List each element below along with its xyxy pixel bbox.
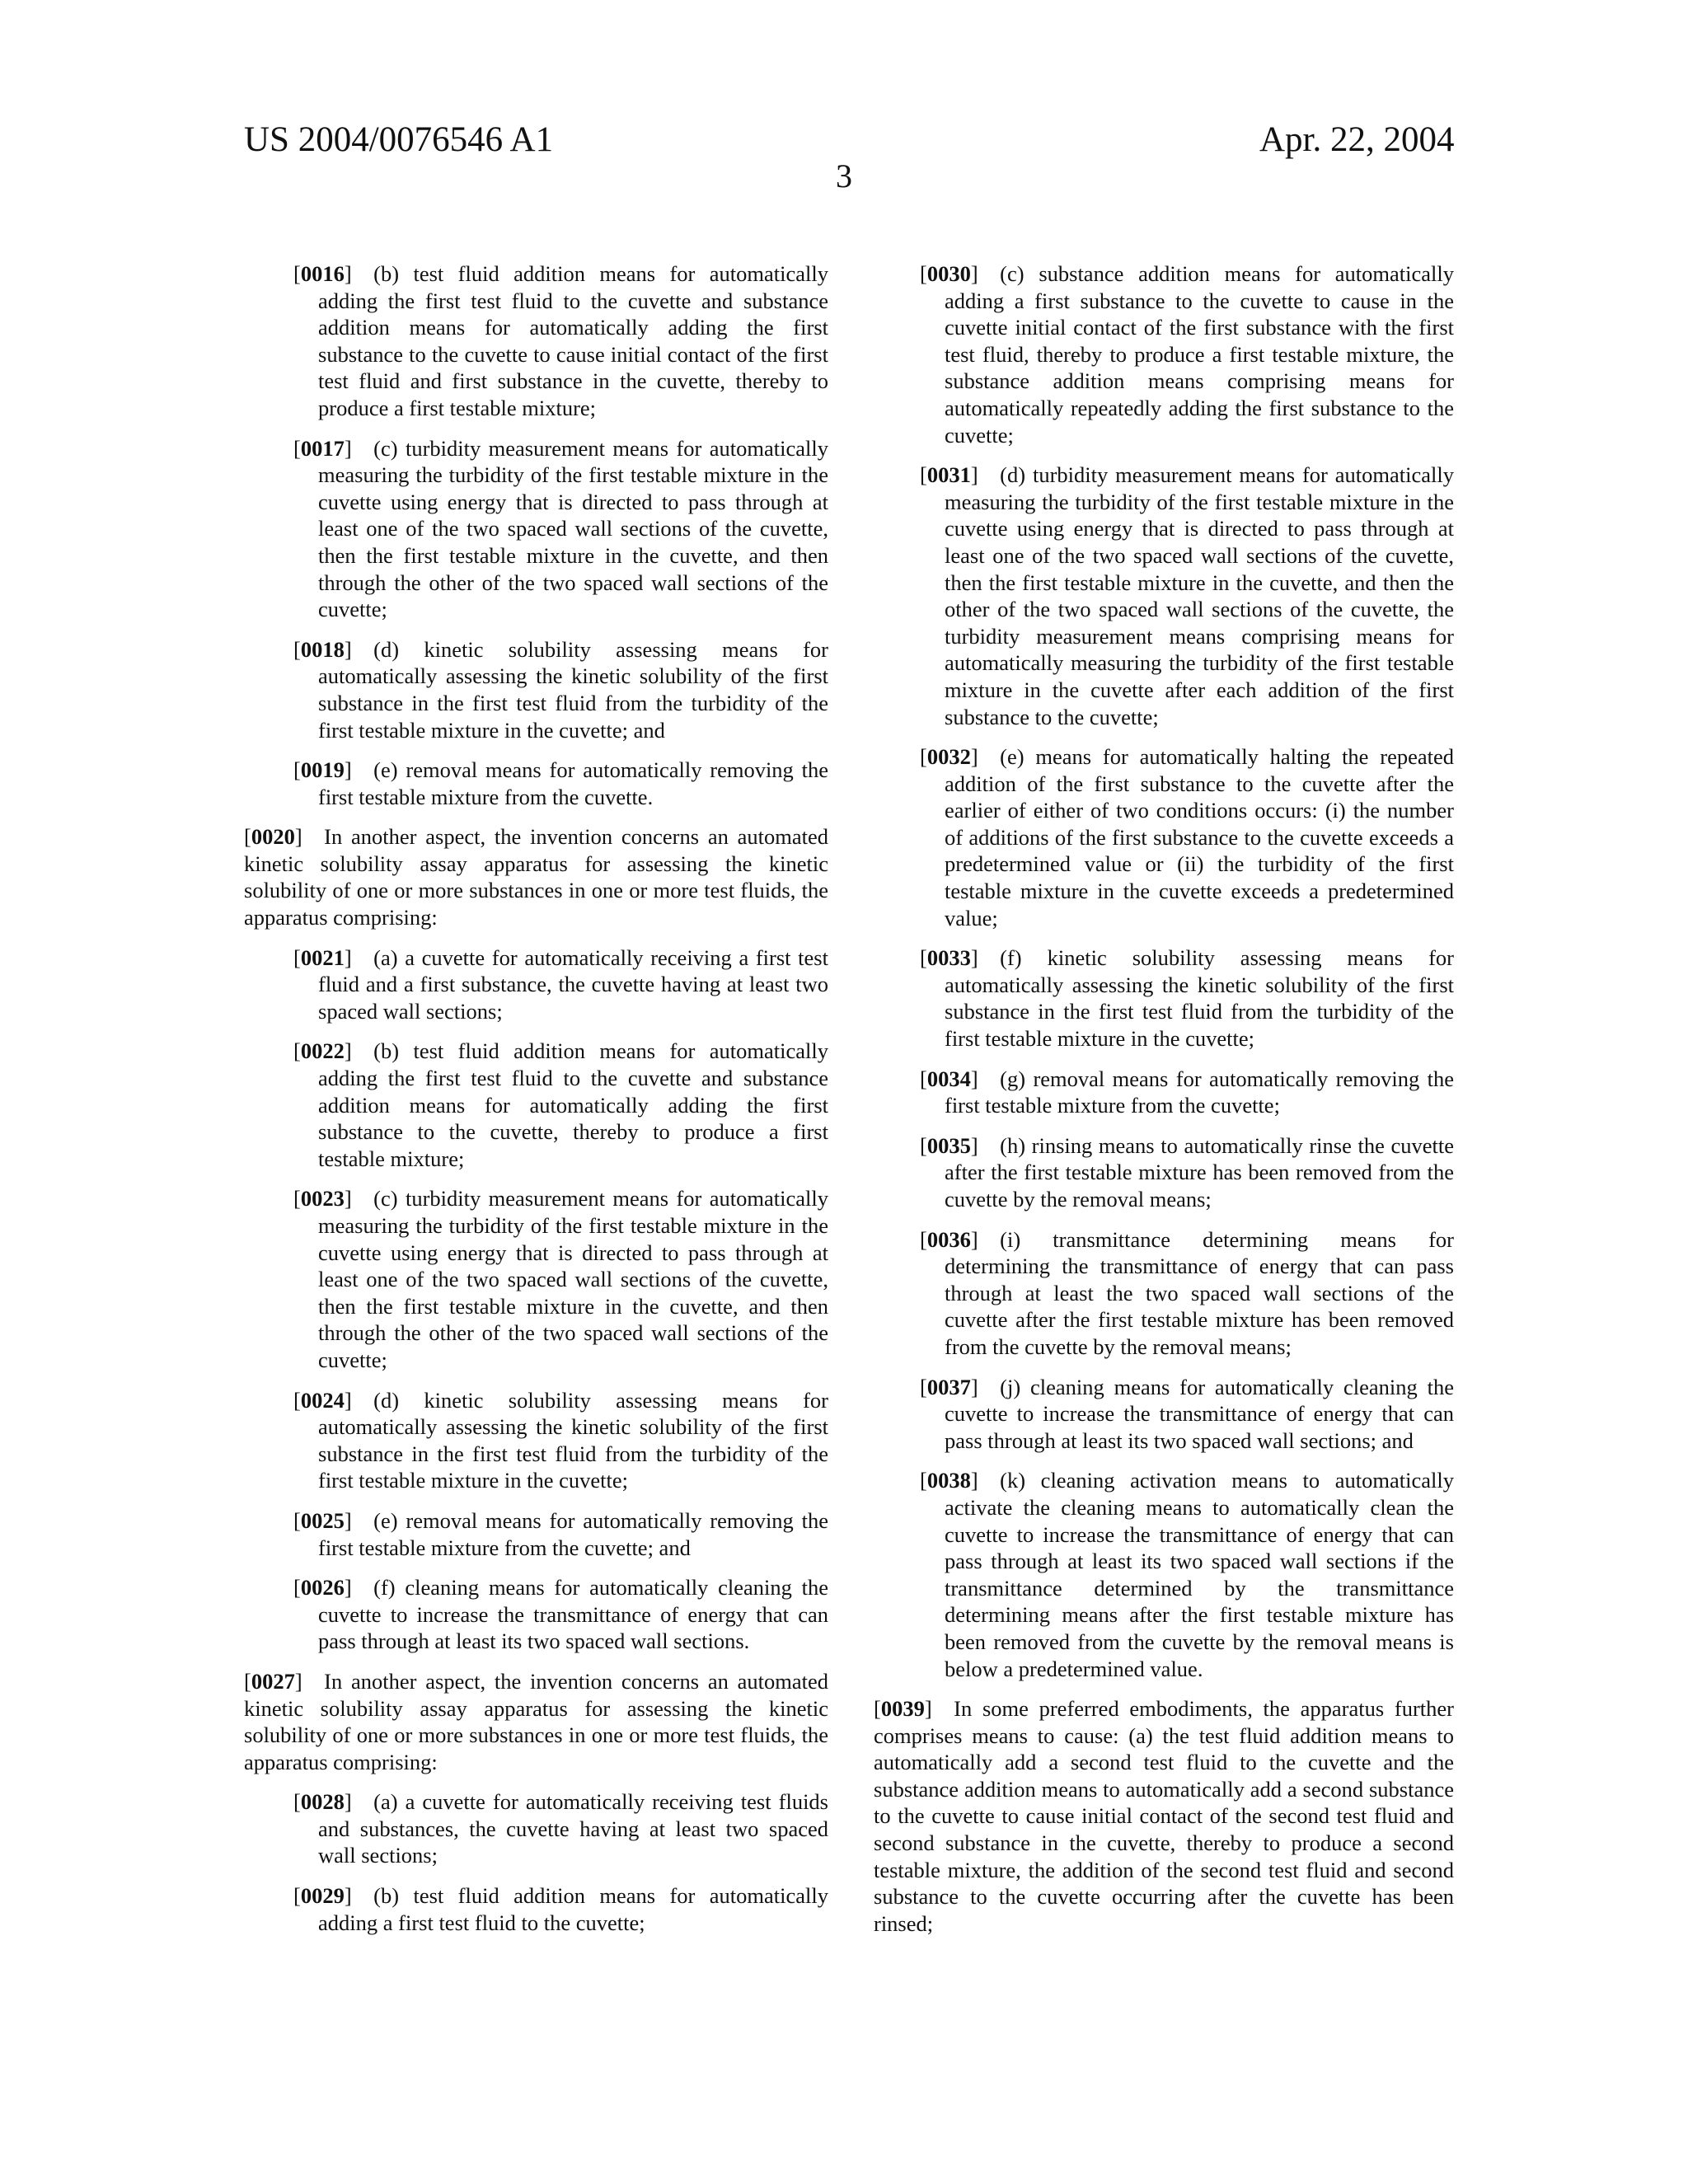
paragraph-0023 — [293, 1185, 828, 1373]
paragraph-0024 — [293, 1387, 828, 1494]
paragraph-0039 — [874, 1695, 1454, 1937]
paragraph-number: [0033] — [920, 945, 978, 971]
paragraph-0034 — [920, 1066, 1454, 1119]
paragraph-text: In another aspect, the invention concerns an automated kinetic solubility assay apparatus for assessing the kinetic solubility of one or more substances in one or more test fluids, the apparatus comprising: — [244, 1668, 828, 1774]
paragraph-number: [0023] — [293, 1186, 352, 1212]
paragraph-text: (e) means for automatically halting the repeated addition of the first substance to the cuvette after the earlier of either of two conditions occurs: (i) the number of additions of the first substance to the cuvette exceeds a predetermined value or (ii) the turbidity of the first testable mixture in the cuvette exceeds a predetermined value; — [945, 744, 1454, 930]
paragraph-0030 — [920, 260, 1454, 448]
paragraph-text: (i) transmittance determining means for determining the transmittance of energy that can pass through at least the two spaced wall sections of the cuvette after the first testable mixture has been removed from the cuvette by the removal means; — [945, 1226, 1454, 1359]
paragraph-text: (b) test fluid addition means for automatically adding a first test fluid to the cuvette; — [318, 1883, 828, 1935]
paragraph-number: [0024] — [293, 1387, 352, 1413]
paragraph-0021 — [293, 944, 828, 1025]
paragraph-number: [0031] — [920, 462, 978, 488]
paragraph-0031 — [920, 462, 1454, 730]
paragraph-number: [0034] — [920, 1066, 978, 1091]
paragraph-number: [0019] — [293, 757, 352, 783]
left-column — [244, 260, 828, 1949]
paragraph-text: (d) turbidity measurement means for automatically measuring the turbidity of the first testable mixture in the cuvette using energy that is directed to pass through at least one of the two spaced wall sections of the cuvette, then the first testable mixture in the cuvette, and then the other of the two spaced wall sections of the cuvette, the turbidity measurement means comprising means for automatically measuring the turbidity of the first testable mixture in the cuvette after each addition of the first substance to the cuvette; — [945, 462, 1454, 729]
paragraph-text: (d) kinetic solubility assessing means for automatically assessing the kinetic solubility of the first substance in the first test fluid from the turbidity of the first testable mixture in the cuvette; and — [318, 636, 828, 743]
paragraph-number: [0035] — [920, 1132, 978, 1158]
paragraph-text: In some preferred embodiments, the apparatus further comprises means to cause: (a) the test fluid addition means to automatically add a second test fluid to the cuvette and the substance addition means to automatically add a second substance to the cuvette to cause initial contact of the second test fluid and second substance in the cuvette, thereby to produce a second testable mixture, the addition of the second test fluid and second substance to the cuvette occurring after the cuvette has been rinsed; — [874, 1696, 1454, 1936]
paragraph-text: (j) cleaning means for automatically cleaning the cuvette to increase the transmittance of energy that can pass through at least its two spaced wall sections; and — [945, 1374, 1454, 1453]
paragraph-number: [0032] — [920, 744, 978, 770]
paragraph-number: [0036] — [920, 1226, 978, 1252]
paragraph-number: [0026] — [293, 1575, 352, 1601]
paragraph-number: [0021] — [293, 944, 352, 970]
paragraph-text: (b) test fluid addition means for automatically adding the first test fluid to the cuvette and substance addition means for automatically adding the first substance to the cuvette, thereby to produce a first testable mixture; — [318, 1038, 828, 1171]
paragraph-text: In another aspect, the invention concerns an automated kinetic solubility assay apparatus for assessing the kinetic solubility of one or more substances in one or more test fluids, the apparatus comprising: — [244, 824, 828, 930]
paragraph-0032 — [920, 743, 1454, 931]
paragraph-0017 — [293, 435, 828, 623]
paragraph-number: [0025] — [293, 1507, 352, 1533]
paragraph-text: (h) rinsing means to automatically rinse the cuvette after the first testable mixture has been removed from the cuvette by the removal means; — [945, 1132, 1454, 1212]
paragraph-0033 — [920, 944, 1454, 1052]
paragraph-text: (a) a cuvette for automatically receiving a first test fluid and a first substance, the cuvette having at least two spaced wall sections; — [318, 944, 828, 1024]
paragraph-text: (d) kinetic solubility assessing means for automatically assessing the kinetic solubility of the first substance in the first test fluid from the turbidity of the first testable mixture in the cuvette; — [318, 1387, 828, 1493]
paragraph-number: [0022] — [293, 1038, 352, 1064]
paragraph-0037 — [920, 1374, 1454, 1455]
paragraph-text: (k) cleaning activation means to automatically activate the cleaning means to automatically clean the cuvette to increase the transmittance of energy that can pass through at least its two spaced wall sections if the transmittance determined by the transmittance determining means after the first testable mixture has been removed from the cuvette by the removal means is below a predetermined value. — [945, 1468, 1454, 1681]
paragraph-0022 — [293, 1038, 828, 1172]
paragraph-number: [0029] — [293, 1883, 352, 1909]
paragraph-0027 — [244, 1668, 828, 1775]
paragraph-0020 — [244, 823, 828, 930]
right-column — [874, 260, 1454, 1950]
paragraph-number: [0037] — [920, 1374, 978, 1399]
paragraph-number: [0020] — [244, 824, 302, 850]
paragraph-0016 — [293, 260, 828, 422]
paragraph-number: [0017] — [293, 435, 352, 461]
paragraph-0028 — [293, 1788, 828, 1869]
paragraph-number: [0016] — [293, 261, 352, 286]
paragraph-text: (f) kinetic solubility assessing means for automatically assessing the kinetic solubility of the first substance in the first test fluid from the turbidity of the first testable mixture in the cuvette; — [945, 945, 1454, 1052]
publication-date: Apr. 22, 2004 — [1259, 120, 1455, 159]
page-number: 3 — [836, 157, 852, 194]
publication-number: US 2004/0076546 A1 — [244, 120, 554, 159]
paragraph-text: (f) cleaning means for automatically cleaning the cuvette to increase the transmittance of energy that can pass through at least its two spaced wall sections. — [318, 1575, 828, 1654]
paragraph-text: (e) removal means for automatically removing the first testable mixture from the cuvette; and — [318, 1507, 828, 1560]
paragraph-0025 — [293, 1507, 828, 1561]
paragraph-0035 — [920, 1132, 1454, 1213]
paragraph-number: [0030] — [920, 261, 978, 286]
paragraph-number: [0038] — [920, 1468, 978, 1493]
paragraph-number: [0039] — [874, 1696, 932, 1722]
paragraph-0019 — [293, 757, 828, 810]
paragraph-text: (e) removal means for automatically removing the first testable mixture from the cuvette. — [318, 757, 828, 809]
paragraph-text: (b) test fluid addition means for automatically adding the first test fluid to the cuvette and substance addition means for automatically adding the first substance to the cuvette to cause initial contact of the first test fluid and first substance in the cuvette, thereby to produce a first testable mixture; — [318, 261, 828, 420]
paragraph-0036 — [920, 1226, 1454, 1361]
paragraph-0018 — [293, 636, 828, 743]
paragraph-text: (c) substance addition means for automatically adding a first substance to the cuvette to cause in the cuvette initial contact of the first substance with the first test fluid, thereby to produce a first testable mixture, the substance addition means comprising means for automatically repeatedly adding the first substance to the cuvette; — [945, 261, 1454, 448]
paragraph-0026 — [293, 1574, 828, 1655]
paragraph-0029 — [293, 1882, 828, 1936]
paragraph-text: (c) turbidity measurement means for automatically measuring the turbidity of the first testable mixture in the cuvette using energy that is directed to pass through at least one of the two spaced wall sections of the cuvette, then the first testable mixture in the cuvette, and then through the other of the two spaced wall sections of the cuvette; — [318, 1186, 828, 1372]
paragraph-text: (c) turbidity measurement means for automatically measuring the turbidity of the first testable mixture in the cuvette using energy that is directed to pass through at least one of the two spaced wall sections of the cuvette, then the first testable mixture in the cuvette, and then through the other of the two spaced wall sections of the cuvette; — [318, 435, 828, 622]
paragraph-text: (a) a cuvette for automatically receiving test fluids and substances, the cuvette having at least two spaced wall sections; — [318, 1789, 828, 1868]
paragraph-text: (g) removal means for automatically removing the first testable mixture from the cuvette; — [945, 1066, 1454, 1118]
paragraph-number: [0018] — [293, 636, 352, 662]
paragraph-number: [0028] — [293, 1789, 352, 1815]
paragraph-number: [0027] — [244, 1668, 302, 1694]
paragraph-0038 — [920, 1467, 1454, 1682]
